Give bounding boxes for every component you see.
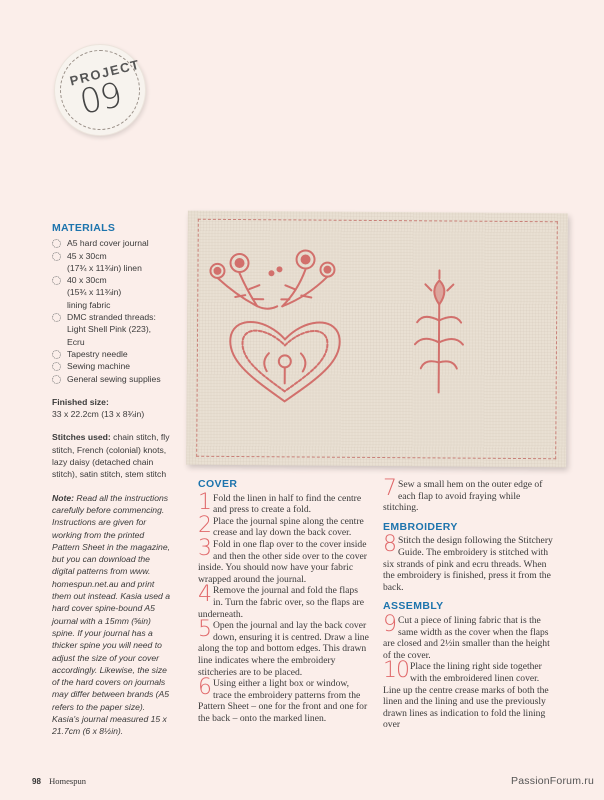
step-7: 7 Sew a small hem on the outer edge of each flap to avoid fraying while stitching. xyxy=(383,476,543,514)
material-item-cont: Light Shell Pink (223), xyxy=(67,324,152,335)
materials-heading: MATERIALS xyxy=(52,222,116,234)
step-3: 3 Fold in one flap over to the cover inside and then the other side over to the cover inside. You should now have your fabric wrapped around the journal. xyxy=(198,535,367,585)
material-item-cont: (17¾ x 11¾in) linen xyxy=(67,262,142,273)
step-2: 2 Place the journal spine along the centre crease and lay down the back cover. xyxy=(198,512,364,539)
badge-label: PROJECT xyxy=(68,56,142,89)
project-badge xyxy=(54,44,146,136)
checkbox-circle-icon xyxy=(52,375,61,384)
assembly-heading: ASSEMBLY xyxy=(383,600,444,613)
material-item: Tapestry needle xyxy=(52,348,172,360)
material-item: A5 hard cover journal xyxy=(52,237,172,249)
material-item-cont: lining fabric xyxy=(67,299,111,310)
step-number: 5 xyxy=(198,617,212,643)
step-number: 9 xyxy=(383,611,397,637)
step-number: 8 xyxy=(383,532,397,558)
step-10: 10 Place the lining right side together with the embroidered linen cover. Line up the centre crease marks of both the linen and the lining and use the previously drawn lines as indication to fold the lining over xyxy=(383,658,549,731)
instructions-column-2 xyxy=(383,476,555,731)
linen-fabric xyxy=(186,211,568,468)
embroidery-heading: EMBROIDERY xyxy=(383,520,458,533)
step-8: 8 Stitch the design following the Stitchery Guide. The embroidery is stitched with six strands of pink and ecru threads. When the embroidery is finished, press it from the back. xyxy=(383,532,553,593)
stitches-value: chain stitch, fly stitch, French (colonial) knots, lazy daisy (detached chain stitch), satin stitch, stem stitch xyxy=(52,432,170,480)
note-label: Note: xyxy=(52,492,74,503)
checkbox-circle-icon xyxy=(52,313,61,322)
step-number: 7 xyxy=(383,476,397,501)
cover-heading: COVER xyxy=(198,478,238,490)
finished-size-label: Finished size: xyxy=(52,396,109,407)
embroidered-linen-photo xyxy=(181,208,576,470)
step-number: 4 xyxy=(198,582,212,608)
step-number: 2 xyxy=(198,512,212,538)
step-9: 9 Cut a piece of lining fabric that is the same width as the cover when the flaps are closed and 2½in smaller than the height of the cover. xyxy=(383,611,550,661)
step-1: 1 Fold the linen in half to find the centre and press to create a fold. xyxy=(198,489,362,516)
material-item: DMC stranded threads: xyxy=(52,311,172,323)
step-number: 3 xyxy=(198,535,212,561)
checkbox-circle-icon xyxy=(52,239,61,248)
step-number: 1 xyxy=(198,489,212,515)
step-number: 6 xyxy=(198,675,212,701)
materials-list xyxy=(52,237,172,385)
material-item-cont: (15¾ x 11¾in) xyxy=(67,287,122,298)
finished-size-value: 33 x 22.2cm (13 x 8¾in) xyxy=(52,409,145,420)
embroidery-motifs-icon xyxy=(186,211,568,468)
stitches-label: Stitches used: xyxy=(52,432,111,443)
material-item: 45 x 30cm xyxy=(52,250,172,262)
step-number: 10 xyxy=(383,658,409,684)
step-4: 4 Remove the journal and fold the flaps in. Turn the fabric over, so the flaps are underneath. xyxy=(198,582,364,620)
step-6: 6 Using either a light box or window, trace the embroidery patterns from the Pattern Sheet – one for the front and one for the back – onto the marked linen. xyxy=(198,675,368,724)
note-text: Read all the instructions carefully before commencing. Instructions are given for working from the printed Pattern Sheet in the magazine, but you can download the digital patterns from www. homespun.net.au and print them out instead. Kasia used a hard cover spine-bound A5 journal with a 15mm (⅝in) spine. If your journal has a thicker spine you will need to adjust the size of your cover accordingly. Likewise, the size of the hard covers on journals may differ between brands (A5 refers to the paper size). Kasia's journal measured 15 x 21.7cm (6 x 8½in). xyxy=(52,492,171,737)
materials-sidebar xyxy=(52,222,172,738)
material-item-cont: Ecru xyxy=(67,336,85,347)
checkbox-circle-icon xyxy=(52,350,61,359)
note-block xyxy=(52,492,172,738)
finished-size xyxy=(52,396,172,421)
magazine-name: Homespun xyxy=(49,776,86,786)
page-number: 98 xyxy=(32,777,41,786)
stitches-used xyxy=(52,431,172,480)
step-5: 5 Open the journal and lay the back cover down, ensuring it is centred. Draw a line along the top and bottom edges. This drawn line indicates where the embroidery stitcheries are to be placed. xyxy=(198,617,369,678)
checkbox-circle-icon xyxy=(52,362,61,371)
material-item: General sewing supplies xyxy=(52,373,172,385)
instructions-column-1 xyxy=(198,479,370,724)
page-footer xyxy=(32,776,86,786)
material-item: Sewing machine xyxy=(52,360,172,372)
watermark: PassionForum.ru xyxy=(511,775,594,787)
badge-number: 09 xyxy=(76,75,125,123)
checkbox-circle-icon xyxy=(52,276,61,285)
material-item: 40 x 30cm xyxy=(52,274,172,286)
checkbox-circle-icon xyxy=(52,252,61,261)
